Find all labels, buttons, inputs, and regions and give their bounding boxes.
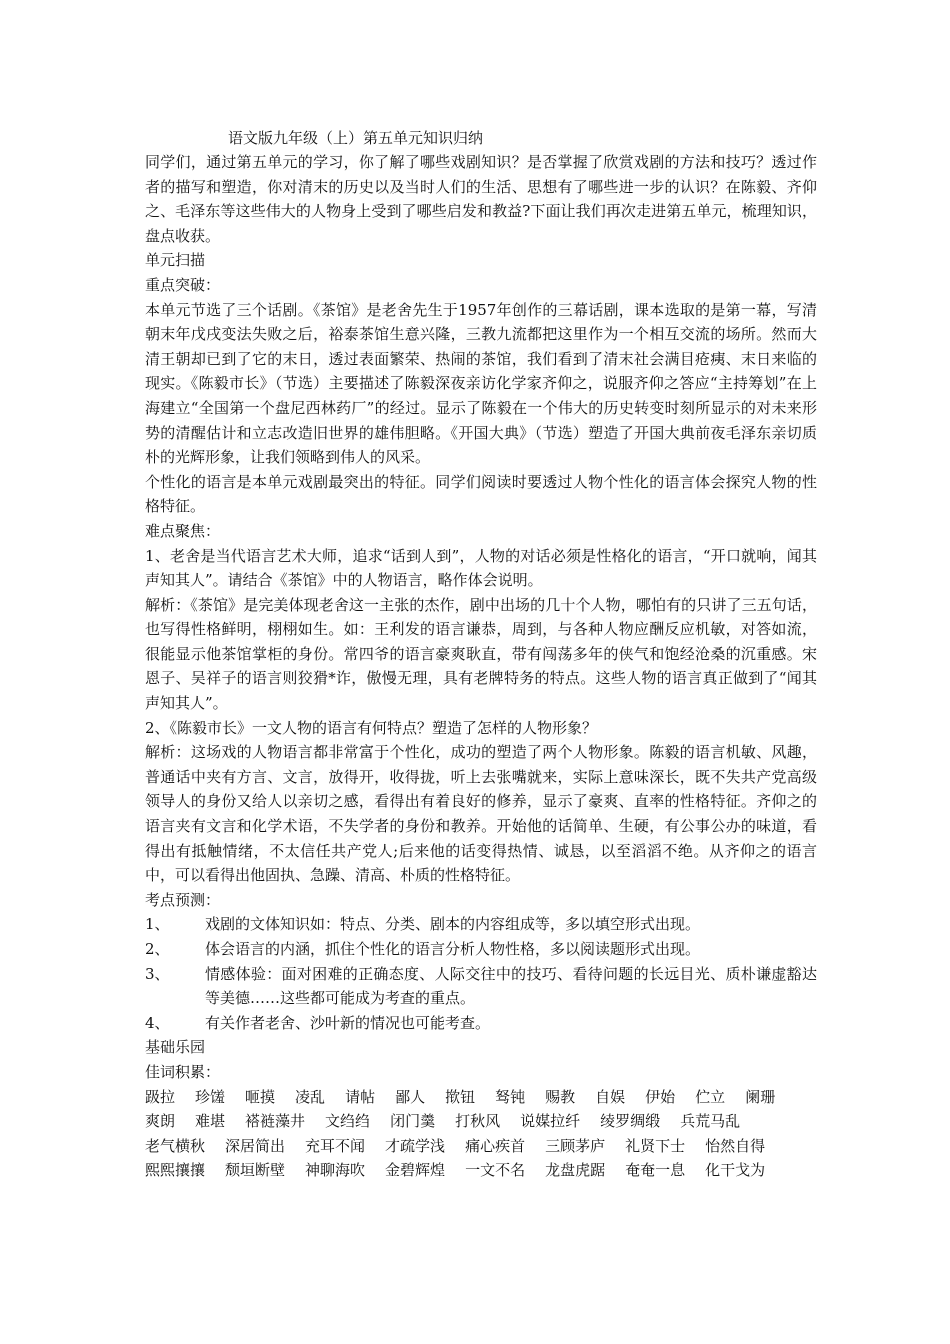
key-points-paragraph-1: 本单元节选了三个话剧。《茶馆》是老舍先生于1957年创作的三幕话剧，课本选取的是第一幕，写清朝末年戊戌变法失败之后，裕泰茶馆生意兴隆，三教九流都把这里作为一个相互交流的场所。然而大清王朝却已到了它的末日，透过表面繁荣、热闹的茶馆，我们看到了清末社会满目疮痍、末日来临的现实。《陈毅市长》（节选）主要描述了陈毅深夜亲访化学家齐仰之，说服齐仰之答应“主持筹划”在上海建立“全国第一个盘尼西林药厂”的经过。显示了陈毅在一个伟大的历史转变时刻所显示的对未来形势的清醒估计和立志改造旧世界的雄伟胆略。《开国大典》（节选）塑造了开国大典前夜毛泽东亲切质朴的光辉形象，让我们领略到伟人的风采。 — [145, 300, 817, 467]
difficulty-heading: 难点聚焦： — [145, 521, 221, 540]
vocab-word: 化干戈为 — [705, 1161, 766, 1180]
vocab-word: 说媒拉纤 — [520, 1112, 581, 1131]
exam-item — [145, 1011, 817, 1036]
vocab-word: 绫罗绸缎 — [600, 1112, 661, 1131]
basics-heading: 基础乐园 — [145, 1038, 206, 1057]
key-points-heading: 重点突破： — [145, 275, 221, 294]
vocab-word: 赐教 — [545, 1087, 576, 1106]
vocab-word: 礼贤下士 — [625, 1136, 686, 1155]
vocab-word: 爽朗 — [145, 1112, 176, 1131]
exam-heading: 考点预测： — [145, 890, 221, 909]
exam-item-text: 戏剧的文体知识如：特点、分类、剧本的内容组成等，多以填空形式出现。 — [205, 915, 701, 934]
vocab-list — [145, 1085, 817, 1183]
vocab-word: 神聊海吹 — [305, 1161, 366, 1180]
vocab-word: 自娱 — [595, 1087, 626, 1106]
vocab-word: 阑珊 — [745, 1087, 776, 1106]
vocab-word: 熙熙攘攘 — [145, 1161, 206, 1180]
vocab-word: 文绉绉 — [325, 1112, 371, 1131]
vocab-heading: 佳词积累： — [145, 1062, 221, 1081]
exam-item — [145, 937, 817, 962]
vocab-word: 才疏学浅 — [385, 1136, 446, 1155]
exam-item-text: 体会语言的内涵，抓住个性化的语言分析人物性格，多以阅读题形式出现。 — [205, 940, 701, 958]
vocab-word: 深居简出 — [225, 1136, 286, 1155]
vocab-word: 鄙人 — [395, 1087, 426, 1106]
vocab-word: 珍馐 — [195, 1087, 226, 1106]
question-2: 2、《陈毅市长》一文人物的语言有何特点？塑造了怎样的人物形象？ — [145, 718, 598, 737]
vocab-word: 难堪 — [195, 1112, 226, 1131]
exam-item-number: 3、 — [145, 964, 170, 983]
exam-item-number: 1、 — [145, 915, 170, 934]
vocab-word: 闭门羹 — [390, 1112, 436, 1131]
vocab-word: 三顾茅庐 — [545, 1136, 606, 1155]
exam-item — [145, 962, 817, 1011]
analysis-2: 解析：这场戏的人物语言都非常富于个性化，成功的塑造了两个人物形象。陈毅的语言机敏、风趣，普通话中夹有方言、文言，放得开，收得拢，听上去张嘴就来，实际上意味深长，既不失共产党高级领导人的身份又给人以亲切之感，看得出有着良好的修养，显示了豪爽、直率的性格特征。齐仰之的语言夹有文言和化学术语，不失学者的身份和教养。开始他的话简单、生硬，有公事公办的味道，看得出有抵触情绪，不太信任共产党人;后来他的话变得热情、诚恳，以至滔滔不绝。从齐仰之的语言中，可以看得出他固执、急躁、清高、朴质的性格特征。 — [145, 743, 817, 885]
vocab-word: 揿钮 — [445, 1087, 476, 1106]
vocab-word: 一文不名 — [465, 1161, 526, 1180]
question-1: 1、老舍是当代语言艺术大师，追求“话到人到”，人物的对话必须是性格化的语言，“开口就响，闻其声知其人”。请结合《茶馆》中的人物语言，略作体会说明。 — [145, 546, 817, 590]
vocab-word: 龙盘虎踞 — [545, 1161, 606, 1180]
vocab-word: 请帖 — [345, 1087, 376, 1106]
analysis-1: 解析：《茶馆》是完美体现老舍这一主张的杰作，剧中出场的几十个人物，哪怕有的只讲了三五句话，也写得性格鲜明，栩栩如生。如：王利发的语言谦恭，周到，与各种人物应酬反应机敏，对答如流，很能显示他茶馆掌柜的身份。常四爷的语言豪爽耿直，带有闯荡多年的侠气和饱经沧桑的沉重感。宋恩子、吴祥子的语言则狡猾*诈，傲慢无理，具有老牌特务的特点。这些人物的语言真正做到了“闻其声知其人”。 — [145, 595, 817, 713]
document-title: 语文版九年级（上）第五单元知识归纳 — [228, 129, 484, 147]
vocab-word: 趿拉 — [145, 1087, 176, 1106]
vocab-word: 颓垣断壁 — [225, 1161, 286, 1180]
vocab-word: 咂摸 — [245, 1087, 276, 1106]
vocab-word: 打秋风 — [455, 1112, 501, 1131]
vocab-word: 褡裢藻井 — [245, 1112, 306, 1131]
exam-item — [145, 912, 817, 937]
vocab-word: 驽钝 — [495, 1087, 526, 1106]
vocab-word: 凌乱 — [295, 1087, 326, 1106]
vocab-word: 奄奄一息 — [625, 1161, 686, 1180]
vocab-word: 伫立 — [695, 1087, 726, 1106]
vocab-word: 金碧辉煌 — [385, 1161, 446, 1180]
exam-item-text: 情感体验：面对困难的正确态度、人际交往中的技巧、看待问题的长远目光、质朴谦虚豁达等美德……这些都可能成为考查的重点。 — [205, 964, 817, 1008]
vocab-word: 怡然自得 — [705, 1136, 766, 1155]
vocab-word: 老气横秋 — [145, 1136, 206, 1155]
vocab-word: 充耳不闻 — [305, 1136, 366, 1155]
key-points-paragraph-2: 个性化的语言是本单元戏剧最突出的特征。同学们阅读时要透过人物个性化的语言体会探究人物的性格特征。 — [145, 472, 817, 516]
exam-item-text: 有关作者老舍、沙叶新的情况也可能考查。 — [205, 1013, 491, 1032]
unit-scan-heading: 单元扫描 — [145, 251, 206, 270]
intro-paragraph: 同学们，通过第五单元的学习，你了解了哪些戏剧知识？是否掌握了欣赏戏剧的方法和技巧？透过作者的描写和塑造，你对清末的历史以及当时人们的生活、思想有了哪些进一步的认识？在陈毅、齐仰之、毛泽东等这些伟大的人物身上受到了哪些启发和教益?下面让我们再次走进第五单元，梳理知识，盘点收获。 — [145, 153, 817, 245]
document-body — [145, 150, 817, 1183]
exam-item-number: 2、 — [145, 940, 170, 958]
vocab-word: 兵荒马乱 — [680, 1112, 741, 1131]
vocab-word: 伊始 — [645, 1087, 676, 1106]
exam-item-number: 4、 — [145, 1013, 170, 1032]
vocab-word: 痛心疾首 — [465, 1136, 526, 1155]
